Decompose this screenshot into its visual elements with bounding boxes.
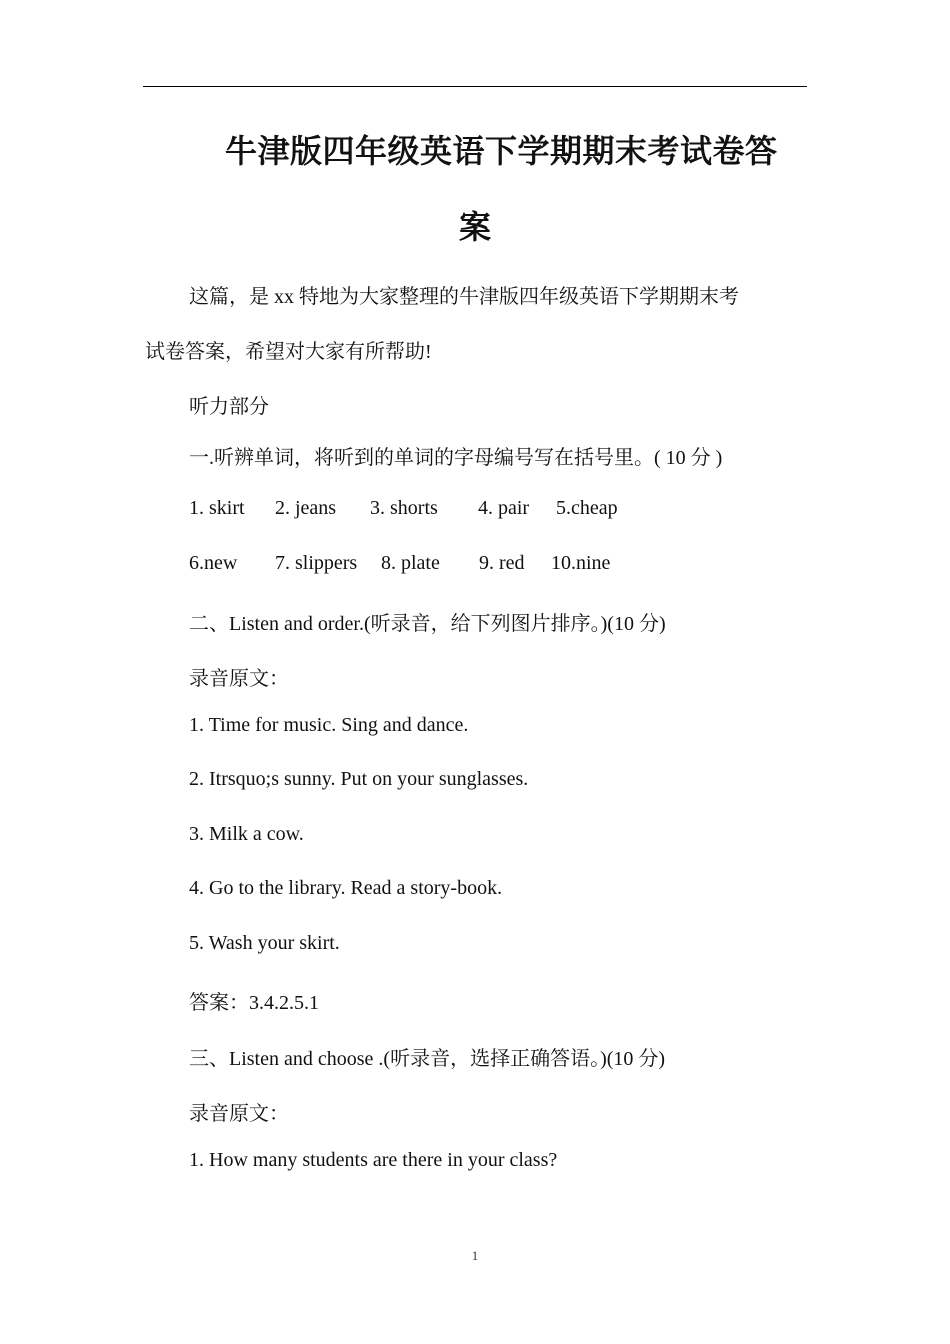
- question-3-heading: 三、Listen and choose .(听录音，选择正确答语。)(10 分): [189, 1048, 666, 1070]
- word-item: 10.nine: [551, 552, 611, 574]
- transcript-line: 3. Milk a cow.: [189, 823, 304, 845]
- intro-paragraph-line-2: 试卷答案，希望对大家有所帮助!: [145, 341, 432, 363]
- word-item: 6.new: [189, 552, 238, 574]
- word-item: 8. plate: [381, 552, 440, 574]
- header-rule: [143, 86, 807, 87]
- transcript-line: 1. Time for music. Sing and dance.: [189, 714, 469, 736]
- intro-paragraph-line-1: 这篇，是 xx 特地为大家整理的牛津版四年级英语下学期期末考: [189, 286, 739, 308]
- word-item: 2. jeans: [275, 497, 337, 519]
- question-3-transcript-label: 录音原文：: [189, 1103, 289, 1125]
- transcript-line: 2. Itrsquo;s sunny. Put on your sunglasses.: [189, 768, 529, 790]
- transcript-line: 4. Go to the library. Read a story-book.: [189, 877, 503, 899]
- question-2-transcript-label: 录音原文：: [189, 668, 289, 690]
- question-2-heading: 二、Listen and order.(听录音，给下列图片排序。)(10 分): [189, 613, 666, 635]
- question-1-word-row-2: [189, 552, 610, 575]
- word-item: 7. slippers: [275, 552, 358, 574]
- transcript-line: 5. Wash your skirt.: [189, 932, 340, 954]
- question-1-heading: 一.听辨单词，将听到的单词的字母编号写在括号里。( 10 分 ): [189, 447, 723, 469]
- word-item: 5.cheap: [556, 497, 618, 519]
- document-title-line-2: 案: [459, 208, 492, 246]
- question-2-answer: 答案：3.4.2.5.1: [189, 992, 319, 1014]
- word-item: 3. shorts: [370, 497, 438, 519]
- page-number: 1: [471, 1248, 479, 1263]
- word-item: 1. skirt: [189, 497, 245, 519]
- transcript-line: 1. How many students are there in your class?: [189, 1149, 558, 1171]
- section-heading-listening: 听力部分: [189, 396, 269, 418]
- word-item: 9. red: [479, 552, 525, 574]
- word-item: 4. pair: [478, 497, 530, 519]
- question-1-word-row-1: [189, 497, 618, 520]
- document-title-line-1: 牛津版四年级英语下学期期末考试卷答: [225, 132, 778, 170]
